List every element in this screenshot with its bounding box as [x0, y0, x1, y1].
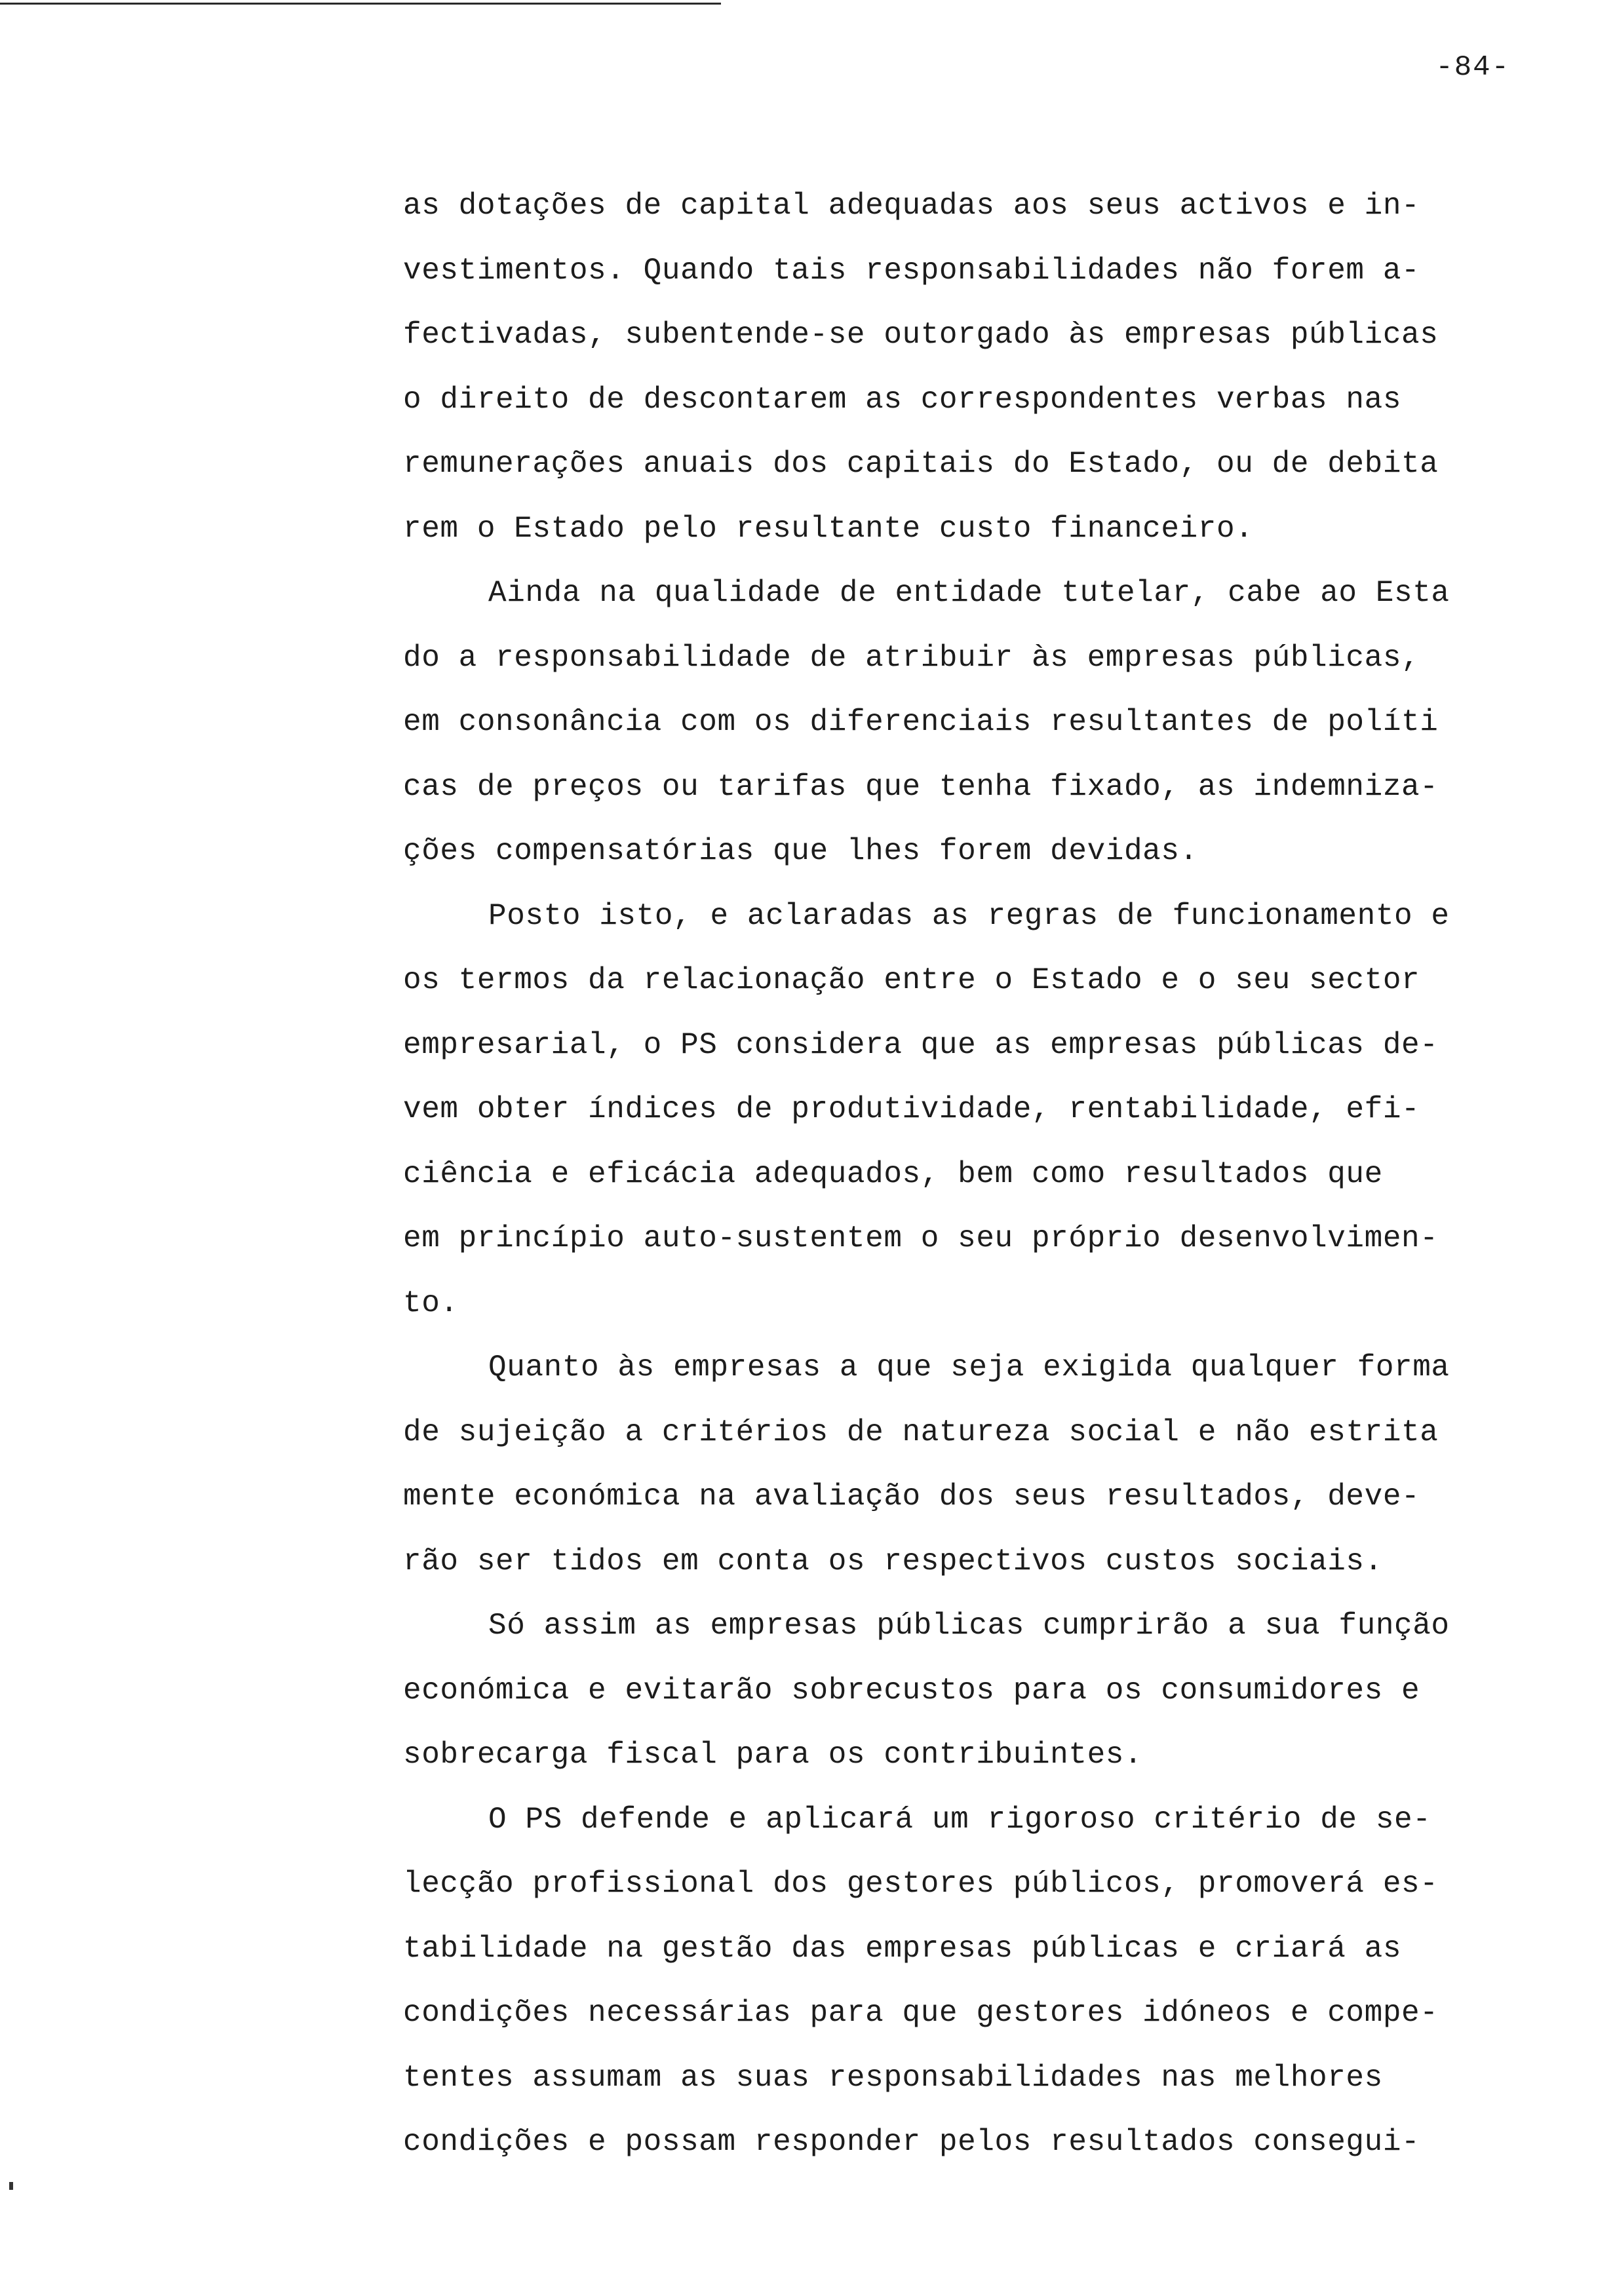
text-line: sobrecarga fiscal para os contribuintes.	[403, 1738, 1143, 1772]
text-line: ciência e eficácia adequados, bem como resultados que	[403, 1157, 1383, 1191]
text-line: de sujeição a critérios de natureza social e não estrita	[403, 1415, 1439, 1449]
text-line: tabilidade na gestão das empresas públicas e criará as	[403, 1931, 1402, 1966]
text-line: económica e evitarão sobrecustos para os consumidores e	[403, 1673, 1420, 1708]
text-line: ções compensatórias que lhes forem devidas.	[403, 834, 1198, 868]
text-line: lecção profissional dos gestores públicos, promoverá es-	[403, 1867, 1439, 1901]
paragraph-start-line: Posto isto, e aclaradas as regras de funcionamento e	[488, 898, 1450, 933]
text-line: vestimentos. Quando tais responsabilidades não forem a-	[403, 253, 1420, 288]
text-line: os termos da relacionação entre o Estado e o seu sector	[403, 963, 1420, 997]
text-line: fectivadas, subentende-se outorgado às empresas públicas	[403, 318, 1439, 352]
text-line: remunerações anuais dos capitais do Estado, ou de debita	[403, 447, 1439, 481]
text-line: mente económica na avaliação dos seus resultados, deve-	[403, 1480, 1420, 1514]
text-line: o direito de descontarem as correspondentes verbas nas	[403, 382, 1402, 417]
text-line: to.	[403, 1286, 459, 1320]
document-body	[403, 174, 1530, 2175]
text-line: condições e possam responder pelos resultados consegui-	[403, 2125, 1420, 2159]
text-line: empresarial, o PS considera que as empresas públicas de-	[403, 1027, 1439, 1062]
text-line: em princípio auto-sustentem o seu próprio desenvolvimen-	[403, 1221, 1439, 1255]
text-line: as dotações de capital adequadas aos seus activos e in-	[403, 189, 1420, 223]
paragraph-start-line: Só assim as empresas públicas cumprirão a sua função	[488, 1609, 1450, 1643]
text-line: condições necessárias para que gestores idóneos e compe-	[403, 1996, 1439, 2030]
text-line: em consonância com os diferenciais resultantes de políti	[403, 705, 1439, 739]
text-line: vem obter índices de produtividade, rentabilidade, efi-	[403, 1092, 1420, 1126]
text-line: do a responsabilidade de atribuir às empresas públicas,	[403, 640, 1420, 675]
stray-ink-mark	[9, 2182, 13, 2190]
page-number: -84-	[1435, 51, 1510, 84]
text-line: tentes assumam as suas responsabilidades nas melhores	[403, 2060, 1383, 2095]
text-line: cas de preços ou tarifas que tenha fixado, as indemniza-	[403, 769, 1439, 804]
top-rule	[0, 3, 721, 5]
paragraph-start-line: O PS defende e aplicará um rigoroso critério de se-	[488, 1802, 1431, 1837]
text-line: rão ser tidos em conta os respectivos custos sociais.	[403, 1544, 1383, 1578]
text-line: rem o Estado pelo resultante custo financeiro.	[403, 511, 1254, 546]
paragraph-start-line: Ainda na qualidade de entidade tutelar, cabe ao Esta	[488, 576, 1450, 610]
paragraph-start-line: Quanto às empresas a que seja exigida qualquer forma	[488, 1350, 1450, 1385]
